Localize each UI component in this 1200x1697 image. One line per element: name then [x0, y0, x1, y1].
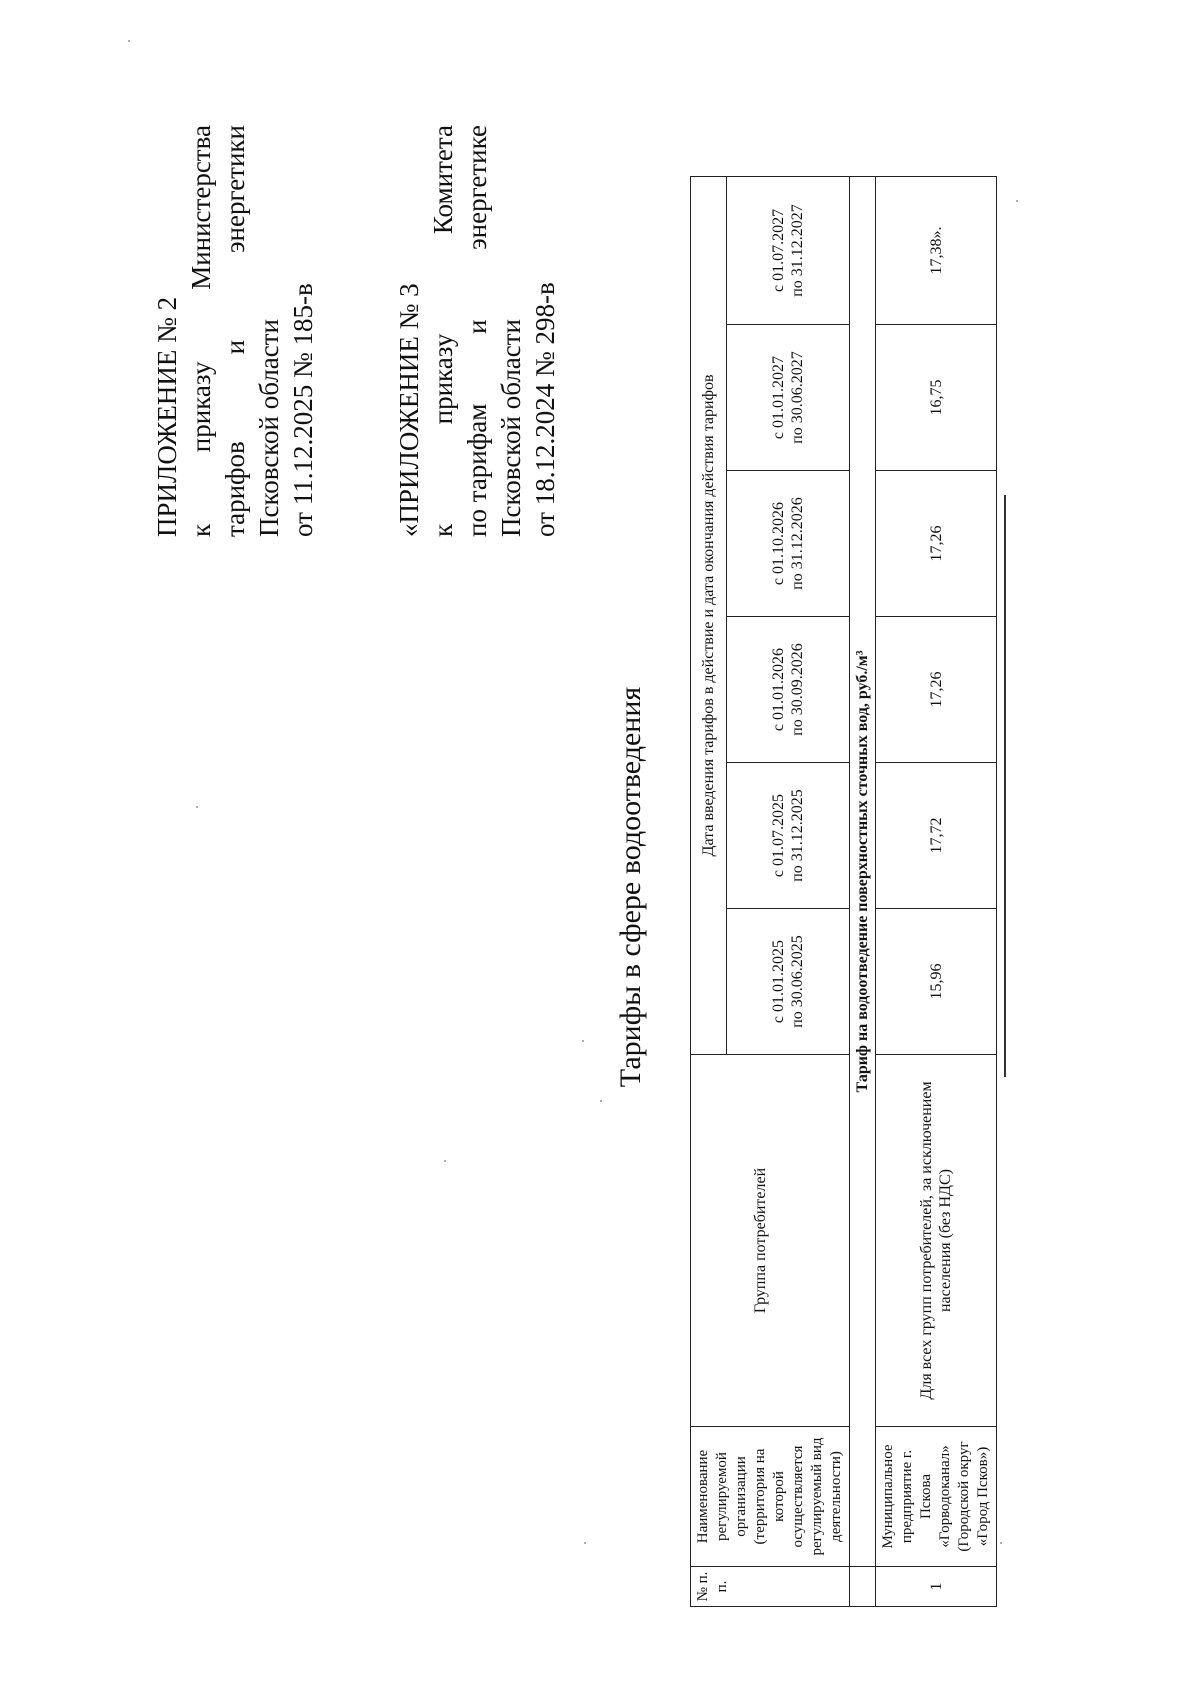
header-num: № п. п. [691, 1567, 850, 1607]
word: приказу [428, 333, 458, 425]
appendix-new-line3 [218, 125, 252, 537]
row-value: 17,72 [876, 763, 997, 909]
appendix-old-line5: от 18.12.2024 № 298-в [530, 282, 560, 537]
tariff-table [690, 176, 997, 1607]
header-period [726, 617, 849, 763]
header-period [726, 325, 849, 471]
row-value: 17,38». [876, 176, 997, 324]
appendix-old-line1: «ПРИЛОЖЕНИЕ № 3 [394, 283, 424, 537]
row-value: 17,26 [876, 617, 997, 763]
header-group: Группа потребителей [691, 1055, 850, 1427]
period-from: с 01.01.2027 [769, 355, 787, 440]
period-from: с 01.07.2025 [769, 793, 787, 878]
scan-speck [128, 40, 130, 42]
appendix-new-line1: ПРИЛОЖЕНИЕ № 2 [152, 296, 182, 537]
word: энергетики [220, 125, 250, 254]
header-dates-caption: Дата введения тарифов в действие и дата окончания действия тарифов [691, 176, 727, 1054]
word: Комитета [428, 125, 458, 235]
row-org: Муниципальное предприятие г. Пскова «Горводоканал» (Городской округ «Город Псков») [876, 1427, 997, 1567]
appendix-header-old [392, 125, 562, 537]
appendix-old-line3 [460, 125, 494, 537]
scan-speck [1000, 1542, 1002, 1544]
word: энергетике [462, 125, 492, 250]
scan-speck [1016, 200, 1018, 202]
appendix-old-line2 [426, 125, 460, 537]
word: по тарифам [462, 403, 492, 537]
period-from: с 01.01.2025 [769, 939, 787, 1024]
word: Министерства [186, 125, 216, 290]
scan-speck [600, 1100, 602, 1102]
row-value: 15,96 [876, 909, 997, 1055]
period-to: по 30.06.2027 [788, 351, 806, 444]
header-period [726, 176, 849, 324]
row-group: Для всех групп потребителей, за исключением населения (без НДС) [876, 1055, 997, 1427]
appendix-header-new [150, 125, 320, 537]
appendix-new-line2 [184, 125, 218, 537]
period-to: по 30.06.2025 [788, 935, 806, 1028]
scan-speck [584, 1542, 586, 1544]
period-to: по 31.12.2027 [788, 204, 806, 297]
word: и [220, 339, 250, 355]
scan-speck [196, 806, 198, 808]
word: к [186, 523, 216, 537]
period-from: с 01.07.2027 [769, 208, 787, 293]
row-value: 16,75 [876, 325, 997, 471]
period-from: с 01.01.2026 [769, 647, 787, 732]
period-to: по 31.12.2025 [788, 789, 806, 882]
word: к [428, 523, 458, 537]
footer-rule [1004, 495, 1006, 1077]
scan-speck [444, 1160, 446, 1162]
header-org: Наименование регулируемой организации (территория на которой осуществляется регулируемый вид деятельности) [691, 1427, 850, 1567]
header-period [726, 909, 849, 1055]
scan-speck [582, 1040, 584, 1042]
period-to: по 31.12.2026 [788, 497, 806, 590]
section-blank [850, 1567, 876, 1607]
row-num: 1 [876, 1567, 997, 1607]
period-to: по 30.09.2026 [788, 643, 806, 736]
word: и [462, 319, 492, 335]
row-value: 17,26 [876, 471, 997, 617]
word: тарифов [220, 441, 250, 537]
document-title: Тарифы в сфере водоотведения [614, 686, 647, 1088]
header-row-1 [691, 176, 727, 1606]
appendix-new-line4: Псковской области [254, 318, 284, 537]
word: приказу [186, 361, 216, 453]
table-row [876, 176, 997, 1606]
appendix-old-line4: Псковской области [496, 318, 526, 537]
section-row [850, 176, 876, 1606]
appendix-new-line5: от 11.12.2025 № 185-в [288, 283, 318, 537]
header-period [726, 763, 849, 909]
section-caption: Тариф на водоотведение поверхностных сточных вод, руб./м³ [850, 176, 876, 1566]
period-from: с 01.10.2026 [769, 501, 787, 586]
header-period [726, 471, 849, 617]
